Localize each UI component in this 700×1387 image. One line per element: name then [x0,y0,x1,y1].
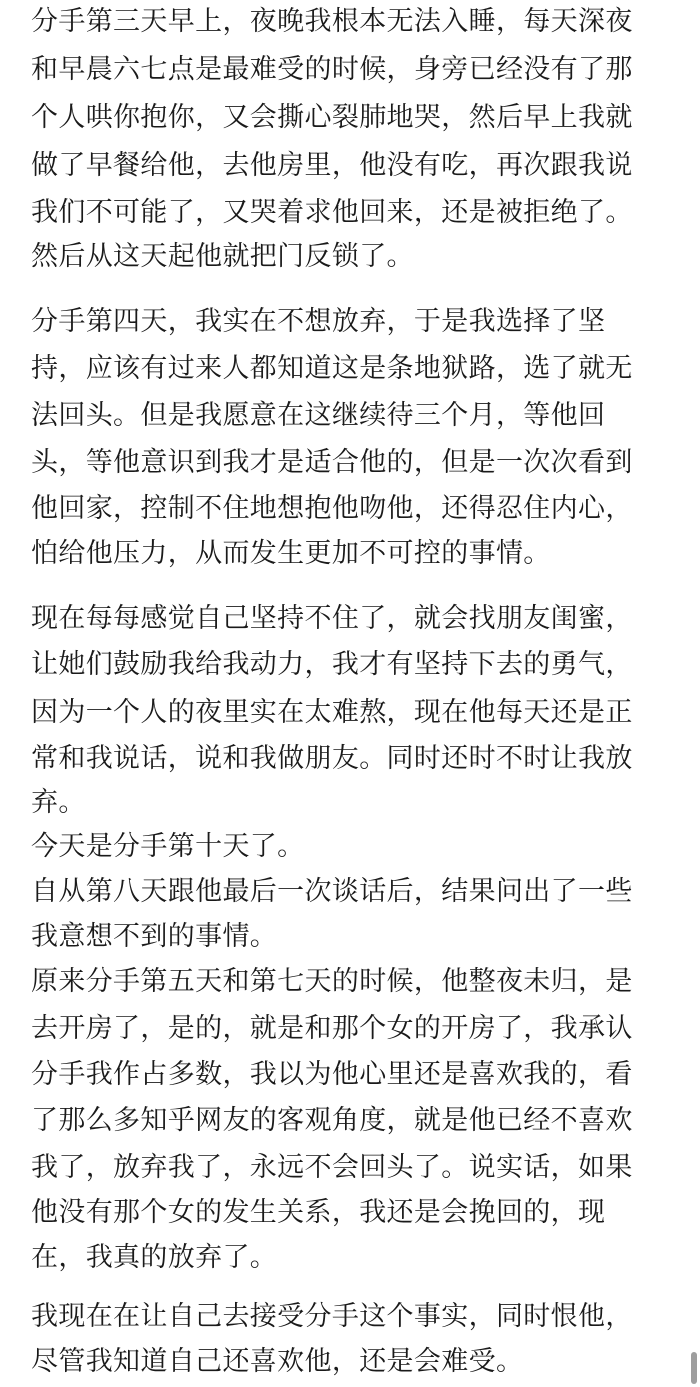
text-line: 分手我作占多数，我以为他心里还是喜欢我的，看 [31,1059,633,1090]
text-line: 弃。 [31,787,86,818]
text-line: 因为一个人的夜里实在太难熬，现在他每天还是正 [31,697,633,728]
text-line: 今天是分手第十天了。 [31,831,305,862]
text-line: 怕给他压力，从而发生更加不可控的事情。 [31,538,551,569]
text-line: 自从第八天跟他最后一次谈话后，结果问出了一些 [31,876,633,907]
text-line: 分手第四天，我实在不想放弃，于是我选择了坚 [31,306,606,337]
text-line: 分手第三天早上，夜晚我根本无法入睡，每天深夜 [31,6,633,37]
text-line: 我意想不到的事情。 [31,921,278,952]
text-line: 尽管我知道自己还喜欢他，还是会难受。 [31,1346,524,1377]
text-line: 常和我说话，说和我做朋友。同时还时不时让我放 [31,743,633,774]
text-line: 让她们鼓励我给我动力，我才有坚持下去的勇气， [31,649,633,680]
text-line: 做了早餐给他，去他房里，他没有吃，再次跟我说 [31,150,633,181]
text-line: 他没有那个女的发生关系，我还是会挽回的，现 [31,1197,606,1228]
text-line: 现在每每感觉自己坚持不住了，就会找朋友闺蜜， [31,603,633,634]
text-line: 和早晨六七点是最难受的时候，身旁已经没有了那 [31,54,633,85]
text-line: 我了，放弃我了，永远不会回头了。说实话，如果 [31,1152,633,1183]
text-line: 头，等他意识到我才是适合他的，但是一次次看到 [31,447,633,478]
text-line: 去开房了，是的，就是和那个女的开房了，我承认 [31,1013,633,1044]
text-line: 了那么多知乎网友的客观角度，就是他已经不喜欢 [31,1105,633,1136]
text-line: 我现在在让自己去接受分手这个事实，同时恨他， [31,1301,633,1332]
text-line: 我们不可能了，又哭着求他回来，还是被拒绝了。 [31,197,633,228]
scrollbar-thumb[interactable] [691,1352,697,1384]
text-line: 他回家，控制不住地想抱他吻他，还得忍住内心， [31,493,633,524]
text-line: 个人哄你抱你，又会撕心裂肺地哭，然后早上我就 [31,102,633,133]
text-line: 在，我真的放弃了。 [31,1242,278,1273]
text-line: 持，应该有过来人都知道这是条地狱路，选了就无 [31,353,633,384]
text-line: 原来分手第五天和第七天的时候，他整夜未归，是 [31,966,633,997]
text-line: 然后从这天起他就把门反锁了。 [31,241,414,272]
text-line: 法回头。但是我愿意在这继续待三个月，等他回 [31,400,606,431]
